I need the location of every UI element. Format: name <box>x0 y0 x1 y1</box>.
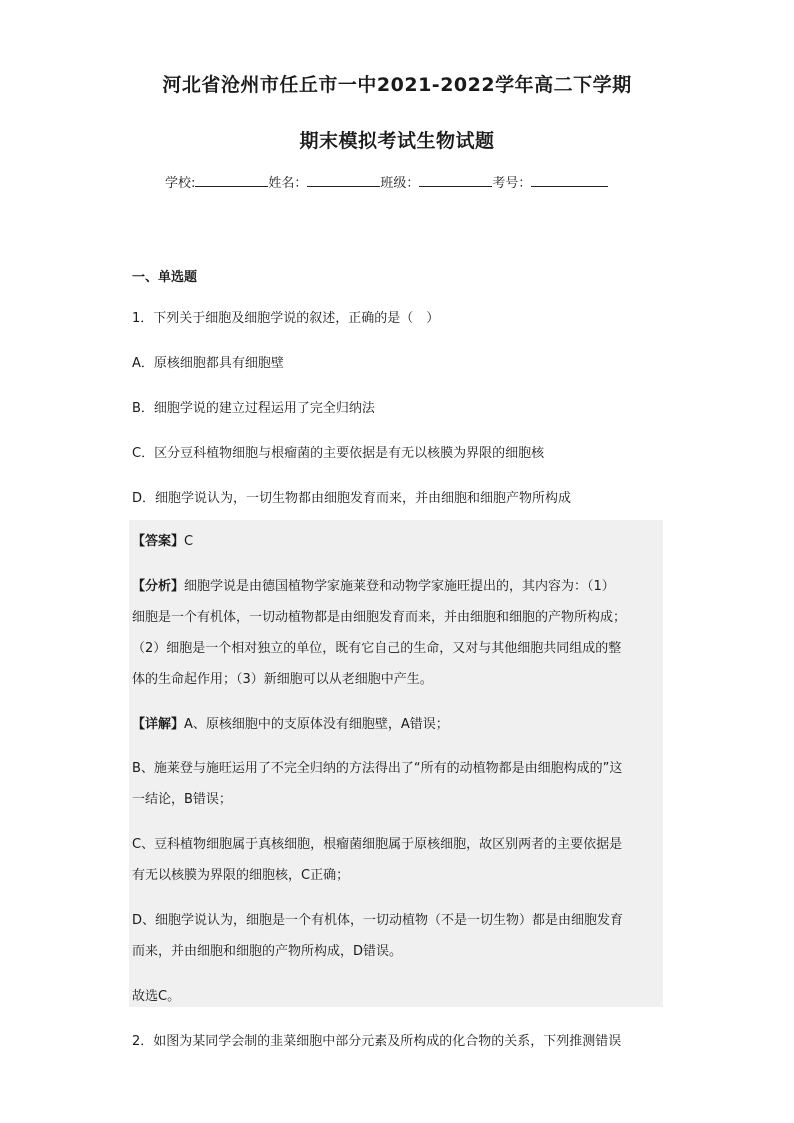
detail-line-b2: 一结论，B错误； <box>132 792 232 807</box>
question-1-option-a: A．原核细胞都具有细胞壁 <box>132 356 284 371</box>
name-label: 姓名： <box>268 176 308 191</box>
detail-line-d2: 而来，并由细胞和细胞的产物所构成，D错误。 <box>132 944 403 959</box>
question-1-option-c: C．区分豆科植物细胞与根瘤菌的主要依据是有无以核膜为界限的细胞核 <box>132 446 545 461</box>
detail-conclusion: 故选C。 <box>132 989 181 1004</box>
analysis-line-3: （2）细胞是一个相对独立的单位，既有它自己的生命，又对与其他细胞共同组成的整 <box>132 641 622 656</box>
answer-tag: 【答案】 <box>132 534 185 549</box>
school-blank <box>195 173 268 187</box>
analysis-line-4: 体的生命起作用；（3）新细胞可以从老细胞中产生。 <box>132 672 433 687</box>
detail-line-d1: D、细胞学说认为，细胞是一个有机体，一切动植物（不是一切生物）都是由细胞发育 <box>132 913 624 928</box>
class-label: 班级： <box>380 176 420 191</box>
school-label: 学校: <box>165 176 196 191</box>
analysis-line-1 <box>132 575 615 594</box>
question-1-option-b: B．细胞学说的建立过程运用了完全归纳法 <box>132 401 375 416</box>
analysis-text-1: 细胞学说是由德国植物学家施莱登和动物学家施旺提出的，其内容为：（1） <box>184 579 615 594</box>
class-blank <box>419 173 492 187</box>
answer-value: C <box>184 534 194 549</box>
student-info-line <box>165 172 608 191</box>
name-blank <box>307 173 380 187</box>
section-title: 一、单选题 <box>132 270 198 285</box>
answer-line <box>132 530 193 549</box>
id-label: 考号： <box>492 176 532 191</box>
detail-line-c1: C、豆科植物细胞属于真核细胞，根瘤菌细胞属于原核细胞，故区别两者的主要依据是 <box>132 837 623 852</box>
detail-line-c2: 有无以核膜为界限的细胞核，C正确； <box>132 868 350 883</box>
document-title-line-2: 期末模拟考试生物试题 <box>299 130 495 152</box>
detail-tag: 【详解】 <box>132 717 185 732</box>
question-1-option-d: D．细胞学说认为，一切生物都由细胞发育而来，并由细胞和细胞产物所构成 <box>132 491 572 506</box>
detail-text-1: A、原核细胞中的支原体没有细胞壁，A错误； <box>184 717 449 732</box>
document-title-line-1: 河北省沧州市任丘市一中2021-2022学年高二下学期 <box>162 74 632 96</box>
analysis-tag: 【分析】 <box>132 579 185 594</box>
analysis-line-2: 细胞是一个有机体，一切动植物都是由细胞发育而来，并由细胞和细胞的产物所构成； <box>132 610 627 625</box>
id-blank <box>531 173 608 187</box>
question-2-stem: 2．如图为某同学会制的韭菜细胞中部分元素及所构成的化合物的关系，下列推测错误 <box>132 1034 622 1049</box>
detail-line-1 <box>132 713 449 732</box>
question-1-stem: 1．下列关于细胞及细胞学说的叙述，正确的是（ ） <box>132 311 440 326</box>
detail-line-b1: B、施莱登与施旺运用了不完全归纳的方法得出了“所有的动植物都是由细胞构成的”这 <box>132 761 623 776</box>
